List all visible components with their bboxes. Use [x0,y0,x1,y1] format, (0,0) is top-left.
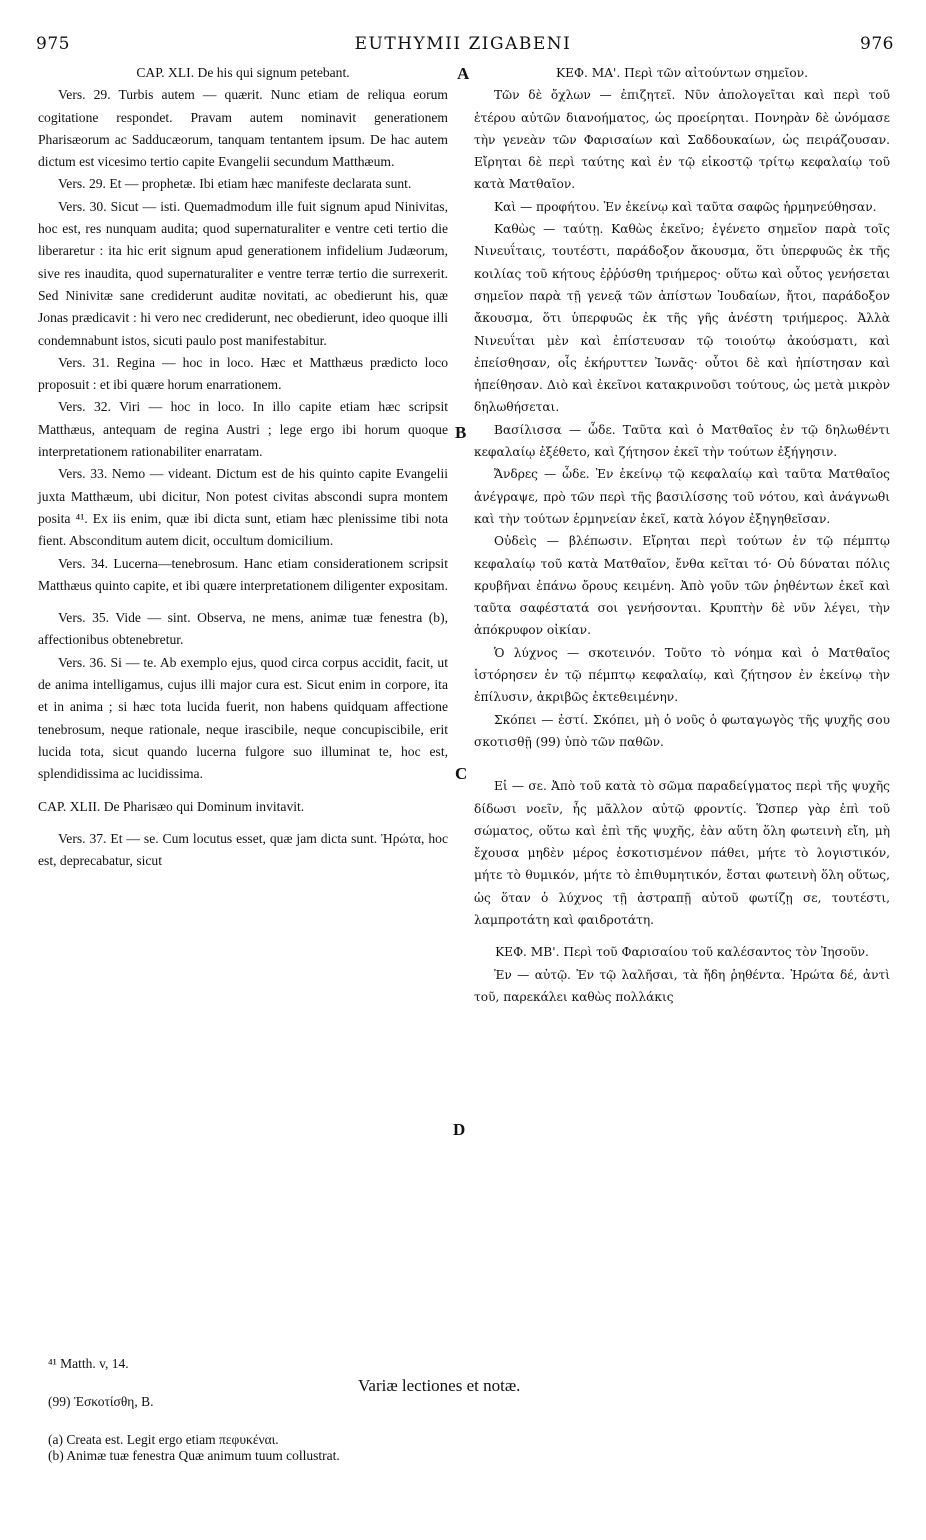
verse-paragraph: Τῶν δὲ ὄχλων — ἐπιζητεῖ. Νῦν ἀπολογεῖται καὶ περὶ τοῦ ἑτέρου αὐτῶν διανοήματος, ὡς προείρηται. Πονηρὰν δὲ ὠνόμασε τὴν γενεὰν τῶν Φαρισαίων καὶ Σαδδουκαίων, ὡς πειράζουσαν. Εἴρηται δὲ περὶ ταύτης καὶ ἐν τῷ εἰκοστῷ τρίτῳ κεφαλαίῳ τοῦ κατὰ Ματθαῖον. [474,88,890,192]
verse-paragraph: Vers. 30. Sicut — isti. Quemadmodum ille fuit signum apud Ninivitas, hoc est, res nunquam audita; quod supernaturaliter e ventre ceti tertio die liberaretur : ita hic erit signum apud generationem infidelium Judæorum, sive res inaudita, quod supernaturaliter e ventre terræ tertio die surrexerit. Sed Ninivitæ sane crediderunt auditæ novitati, ac obedierunt his, quæ Jonas prædicavit : hi vero nec crediderunt, nec obedierunt, ideo quoque illi condemnabunt istos, sicuti paulo post manifestabitur. [38,198,448,348]
chapter-heading: ΚΕΦ. ΜΒ'. Περὶ τοῦ Φαρισαίου τοῦ καλέσαντος τὸν Ἰησοῦν. [495,945,869,960]
chapter-heading: ΚΕΦ. ΜΑ'. Περὶ τῶν αἰτούντων σημεῖον. [556,66,808,80]
verse-paragraph: Ὁ λύχνος — σκοτεινόν. Τοῦτο τὸ νόημα καὶ ὁ Ματθαῖος ἱστόρησεν ἐν τῷ πέμπτῳ κεφαλαίῳ, καὶ ζήτησον ἐν ἐκείνῳ τὴν ἐπίλυσιν, ἀκριβῶς ἐκτεθειμένην. [474,645,890,705]
verse-paragraph: Vers. 36. Si — te. Ab exemplo ejus, quod circa corpus accidit, facit, ut de anima intelligamus, cujus illi major cura est. Sicut enim in corpore, ita et in anima ; si hæc tota lucida fuerit, non habens quidquam affectione tenebrosum, neque rationale, neque irascibile, neque concupiscibile, erit lucida tota, sicut quando lucerna fulgore suo illuminat te, hoc est, splendidissima ac lucidissima. [38,654,448,782]
latin-column [38,62,448,872]
verse-paragraph: Vers. 35. Vide — sint. Observa, ne mens, animæ tuæ fenestra (b), affectionibus obtenebretur. [38,610,448,648]
verse-paragraph: Vers. 29. Turbis autem — quærit. Nunc etiam de reliqua eorum cogitatione respondet. Pravam autem nominavit generationem Pharisæorum ac Sadducæorum, tanquam tentantem ipsum. De hac autem dictum est vicesimo tertio capite Evangelii secundum Matthæum. [38,87,448,170]
margin-marker-d: D [453,1120,466,1139]
page-number-right: 976 [860,34,894,54]
verse-paragraph: Vers. 31. Regina — hoc in loco. Hæc et Matthæus prædicto loco proposuit : et ibi quære horum enarrationem. [38,354,448,393]
editorial-note: (b) Animæ tuæ fenestra Quæ animum tuum collustrat. [48,1448,340,1463]
verse-paragraph: Σκόπει — ἐστί. Σκόπει, μὴ ὁ νοῦς ὁ φωταγωγὸς τῆς ψυχῆς σου σκοτισθῇ (99) ὑπὸ τῶν παθῶν. [474,712,890,749]
margin-marker-a: A [457,64,470,83]
verse-paragraph: Βασίλισσα — ὧδε. Ταῦτα καὶ ὁ Ματθαῖος ἐν τῷ δηλωθέντι κεφαλαίῳ ἐξέθετο, καὶ ζήτησον ἐκεῖ τὴν τούτων ἐξήγησιν. [474,422,890,460]
verse-paragraph: Καὶ — προφήτου. Ἐν ἐκείνῳ καὶ ταῦτα σαφῶς ἡρμηνεύθησαν. [494,199,877,214]
verse-paragraph: Ἐν — αὐτῷ. Ἐν τῷ λαλῆσαι, τὰ ἤδη ῥηθέντα. Ἠρώτα δέ, ἀντὶ τοῦ, παρεκάλει καθὼς πολλάκις [474,967,890,1004]
page-number-left: 975 [36,34,70,54]
running-header [0,34,926,58]
greek-column [474,62,890,1008]
chapter-heading: CAP. XLI. De his qui signum petebant. [136,65,350,80]
verse-paragraph: Vers. 32. Viri — hoc in loco. In illo capite etiam hæc scripsit Matthæus, antequam de regina Austri ; lege ergo ibi horum quoque interpretationem rationabiliter enarratam. [38,399,448,460]
variae-lectiones-heading: Variæ lectiones et notæ. [358,1376,521,1395]
verse-paragraph: Εἰ — σε. Ἀπὸ τοῦ κατὰ τὸ σῶμα παραδείγματος περὶ τῆς ψυχῆς δίδωσι νοεῖν, ἧς μᾶλλον αὐτῷ φροντίς. Ὥσπερ γὰρ ἐπὶ τοῦ σώματος, οὕτω καὶ ἐπὶ τῆς ψυχῆς, ἐὰν αὕτη ὅλη φωτεινὴ εἴη, μὴ ἔχουσα μηδὲν μέρος ἐσκοτισμένον πάθει, μήτε τὸ λογιστικόν, μήτε τὸ θυμικόν, μήτε τὸ ἐπιθυμητικόν, ἔσται φωτεινὴ ὅλη οὕτως, ὡς ὅταν ὁ λύχνος τῇ ἀστραπῇ αὐτοῦ φωτίζῃ σε, τουτέστι, λαμπροτάτη καὶ φαιδροτάτη. [474,779,890,927]
margin-marker-b: B [455,423,467,442]
verse-paragraph: Vers. 34. Lucerna—tenebrosum. Hanc etiam considerationem scripsit Matthæus quinto capite, et ibi quære interpretationem diligenter expositam. [38,555,448,593]
footnote-reference: ⁴¹ Matth. v, 14. [48,1356,129,1371]
verse-paragraph: Καθὼς — ταύτῃ. Καθὼς ἐκεῖνο; ἐγένετο σημεῖον παρὰ τοῖς Νινευΐταις, τουτέστι, παράδοξον ἄκουσμα, ὅτι ὑπερφυῶς ἐκ τῆς κοιλίας τοῦ κήτους ἐῤῥύσθη τριήμερος· οὕτω καὶ οὗτος γενήσεται σημεῖον παρὰ τῇ γενεᾷ τῶν ἀπίστων Ἰουδαίων, ἤτοι, παράδοξον ἄκουσμα, ὅτι ὑπερφυῶς ἐκ τῆς γῆς ἀνέστη τριήμερος. Ἀλλὰ Νινευΐται μὲν καὶ ἐπίστευσαν τῷ τοιούτῳ ἀκούσματι, καὶ ἐπείσθησαν, οἷς ἐκήρυττεν Ἰωνᾶς· οὗτοι δὲ καὶ ἠπίστησαν καὶ ἠπείθησαν. Διὸ καὶ ἐκεῖνοι κατακρινοῦσι τούτους, ὡς μετὰ μικρὸν δηλωθήσεται. [474,222,890,415]
margin-marker-c: C [455,764,468,783]
verse-paragraph: Οὐδεὶς — βλέπωσιν. Εἴρηται περὶ τούτων ἐν τῷ πέμπτῳ κεφαλαίῳ τοῦ κατὰ Ματθαῖον, ἔνθα κεῖται τό· Οὐ δύναται πόλις κρυβῆναι ἐπάνω ὄρους κειμένη. Ἀπὸ γοῦν τῶν ῥηθέντων ἐκεῖ καὶ ταῦτα σαφέστατά σοι γενήσονται. Κρυπτὴν δὲ νῦν λέγει, τὴν ἀπόκρυφον οἰκίαν. [474,534,890,638]
verse-paragraph: Vers. 33. Nemo — videant. Dictum est de his quinto capite Evangelii juxta Matthæum, ubi dicitur, Non potest civitas abscondi supra montem posita ⁴¹. Ex iis enim, quæ ibi dicta sunt, etiam hæc plenissime tibi nota fient. Absconditum autem dicit, occultum domicilium. [38,466,448,549]
verse-paragraph: Vers. 29. Et — prophetæ. Ibi etiam hæc manifeste declarata sunt. [58,176,412,192]
verse-paragraph: Vers. 37. Et — se. Cum locutus esset, quæ jam dicta sunt. Ἠρώτα, hoc est, deprecabatur, sicut [38,830,448,869]
variant-note: (99) Ἐσκοτίσθη, B. [48,1394,154,1409]
verse-paragraph: Ἄνδρες — ὧδε. Ἐν ἐκείνῳ τῷ κεφαλαίῳ καὶ ταῦτα Ματθαῖος ἀνέγραψε, πρὸ τῶν περὶ τῆς βασιλίσσης τοῦ νότου, καὶ ἀνάγνωθι καὶ τὴν τούτων ἑρμηνείαν ἐκεῖ, κατὰ λόγον ἐξηγηθεῖσαν. [474,467,890,526]
chapter-heading: CAP. XLII. De Pharisæo qui Dominum invitavit. [38,798,305,814]
running-title: EUTHYMII ZIGABENI [354,34,572,54]
editorial-note: (a) Creata est. Legit ergo etiam πεφυκέναι. [48,1432,279,1447]
